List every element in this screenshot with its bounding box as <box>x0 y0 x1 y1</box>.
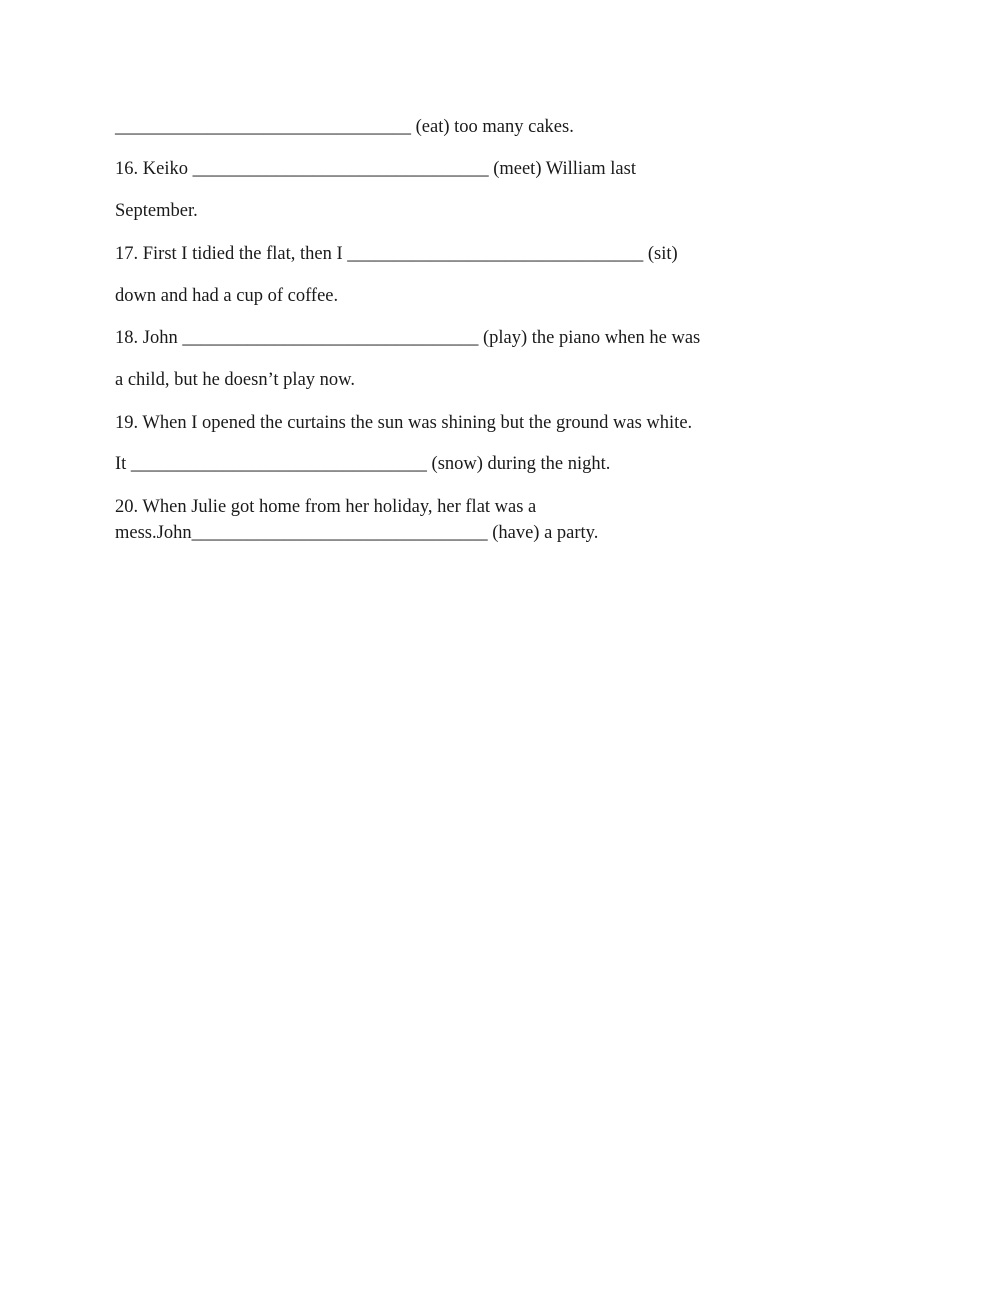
exercise-20: 20. When Julie got home from her holiday, her flat was a <box>115 497 537 517</box>
exercise-19-continuation: It ________________________________ (snow) during the night. <box>115 454 611 474</box>
exercise-20-continuation: mess.John________________________________ (have) a party. <box>115 523 599 543</box>
exercise-18-continuation: a child, but he doesn’t play now. <box>115 370 355 390</box>
exercise-16-continuation: September. <box>115 201 198 221</box>
exercise-17-continuation: down and had a cup of coffee. <box>115 286 339 306</box>
exercise-19: 19. When I opened the curtains the sun was shining but the ground was white. <box>115 413 693 433</box>
exercise-16: 16. Keiko ________________________________ (meet) William last <box>115 159 636 179</box>
exercise-15-continuation: ________________________________ (eat) too many cakes. <box>115 117 574 137</box>
exercise-17: 17. First I tidied the flat, then I ________________________________ (sit) <box>115 244 678 264</box>
exercise-18: 18. John ________________________________ (play) the piano when he was <box>115 328 701 348</box>
